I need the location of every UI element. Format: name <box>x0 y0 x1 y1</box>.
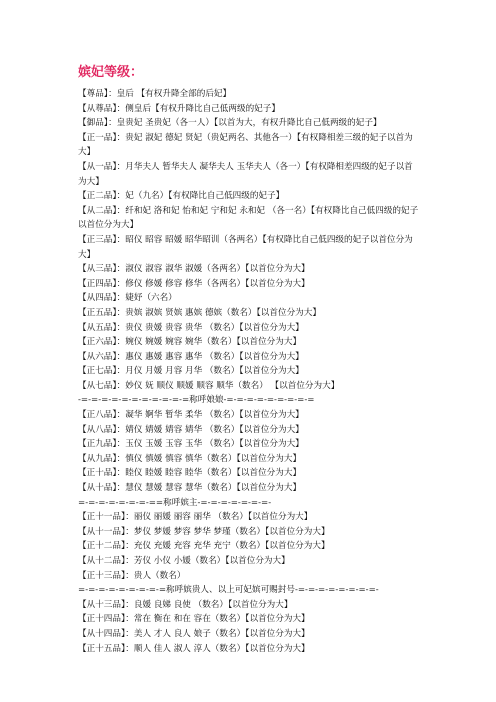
rank-line: 【正十品】：睦仪 睦媛 睦容 睦华（数名）【以首位分为大】 <box>78 468 302 479</box>
rank-line: 【正二品】：妃（九名）【有权降比自己低四级的妃子】 <box>78 191 285 202</box>
rank-line: 【从五品】：贵仪 贵媛 贵容 贵华 （数名）【以首位分为大】 <box>78 322 304 333</box>
rank-line: 【正三品】：昭仪 昭容 昭媛 昭华昭训（各两名）【有权降比自己低四级的妃子以首位分为大】 <box>78 234 413 260</box>
rank-line: 【正十五品】：顺人 佳人 淑人 淳人（数名）【以首位分为大】 <box>78 643 310 654</box>
rank-line: 【正五品】：贵嫔 淑嫔 贤嫔 惠嫔 德嫔（数名）【以首位分为大】 <box>78 307 321 318</box>
rank-line: 【正八品】：凝华 婀华 暂华 柔华 （数名）【以首位分为大】 <box>78 410 304 421</box>
rank-line: 【正十一品】：丽仪 丽媛 丽容 丽华 （数名）【以首位分为大】 <box>78 512 313 523</box>
rank-line: 【正一品】：贵妃 淑妃 德妃 贤妃（贵妃两名、其他各一）【有权降相差三级的妃子以首为大】 <box>78 132 413 158</box>
rank-line: 【御品】：皇贵妃 圣贵妃（各一人）【以首为大，有权升降比自己低两级的妃子】 <box>78 118 382 129</box>
rank-line: 【从十二品】：芳仪 小仪 小媛（数名）【以首位分为大】 <box>78 556 290 566</box>
rank-line: 【从一品】：月华夫人 暂华夫人 凝华夫人 玉华夫人（各一）【有权降相差四级的妃子以首为大】 <box>78 161 413 187</box>
rank-line: 【从十品】：慧仪 慧媛 慧容 慧华（数名）【以首位分为大】 <box>78 483 302 494</box>
rank-line: 【从十四品】：美人 才人 良人 娘子（数名）【以首位分为大】 <box>78 628 310 639</box>
rank-line: 【正十三品】：贵人（数名） <box>78 570 186 581</box>
document-title: 嫔妃等级： <box>78 65 144 80</box>
document-body <box>78 64 420 656</box>
section-divider: =-=-=-=-=-=-=-=-=称呼嫔贵人、以上可妃嫔可赐封号-=-=-=-=-=-=-=-=- <box>78 585 379 596</box>
rank-line: 【从十三品】：良媛 良娣 良使 （数名）【以首位分为大】 <box>78 599 293 610</box>
rank-line: 【正七品】：月仪 月媛 月容 月华 （数名）【以首位分为大】 <box>78 366 304 377</box>
rank-line: 【尊品】：皇后 【有权升降全部的后妃】 <box>78 89 232 99</box>
rank-line: 【正十四品】：常在 衡在 和在 容在（数名）【以首位分为大】 <box>78 614 310 625</box>
rank-line: 【从六品】：惠仪 惠媛 惠容 惠华 （数名）【以首位分为大】 <box>78 351 304 362</box>
rank-line: 【从八品】：婧仪 婧媛 婧容 婧华 （数名）【以首位分为大】 <box>78 424 304 435</box>
section-divider: -=-=-=-=-=-=-=-=-=-=-=称呼娘娘-=-=-=-=-=-=-=-=-= <box>78 395 315 406</box>
rank-line: 【从十一品】：梦仪 梦媛 梦容 梦华 梦瑾（数名）【以首位分为大】 <box>78 526 330 537</box>
rank-line: 【从四品】：婕妤（六名） <box>78 293 177 304</box>
rank-line: 【从尊品】：侧皇后【有权升降比自己低两级的妃子】 <box>78 103 280 114</box>
rank-line: 【从七品】：妙仪 妩 顺仪 顺媛 顺容 顺华（数名） 【以首位分为大】 <box>78 380 340 391</box>
rank-line: 【从三品】：淑仪 淑容 淑华 淑媛（各两名）【以首位分为大】 <box>78 264 310 275</box>
section-divider: =-=-=-=-=-=-=-==称呼嫔主-=-=-=-=-=-=-=- <box>78 497 272 508</box>
rank-line: 【从二品】：纤和妃 洛和妃 怡和妃 宁和妃 永和妃 （各一名）【有权降比自己低四级的妃子以首位分为大】 <box>78 205 419 231</box>
rank-line: 【正六品】：婉仪 婉媛 婉容 婉华（数名）【以首位分为大】 <box>78 337 302 348</box>
rank-line: 【正四品】：修仪 修媛 修容 修华（各两名）【以首位分为大】 <box>78 278 310 289</box>
rank-line: 【正十二品】：充仪 充媛 充容 充华 充宁（数名）【以首位分为大】 <box>78 541 330 552</box>
rank-line: 【正九品】：玉仪 玉媛 玉容 玉华 （数名）【以首位分为大】 <box>78 439 304 450</box>
rank-line: 【从九品】：慎仪 慎媛 慎容 慎华（数名）【以首位分为大】 <box>78 453 302 464</box>
